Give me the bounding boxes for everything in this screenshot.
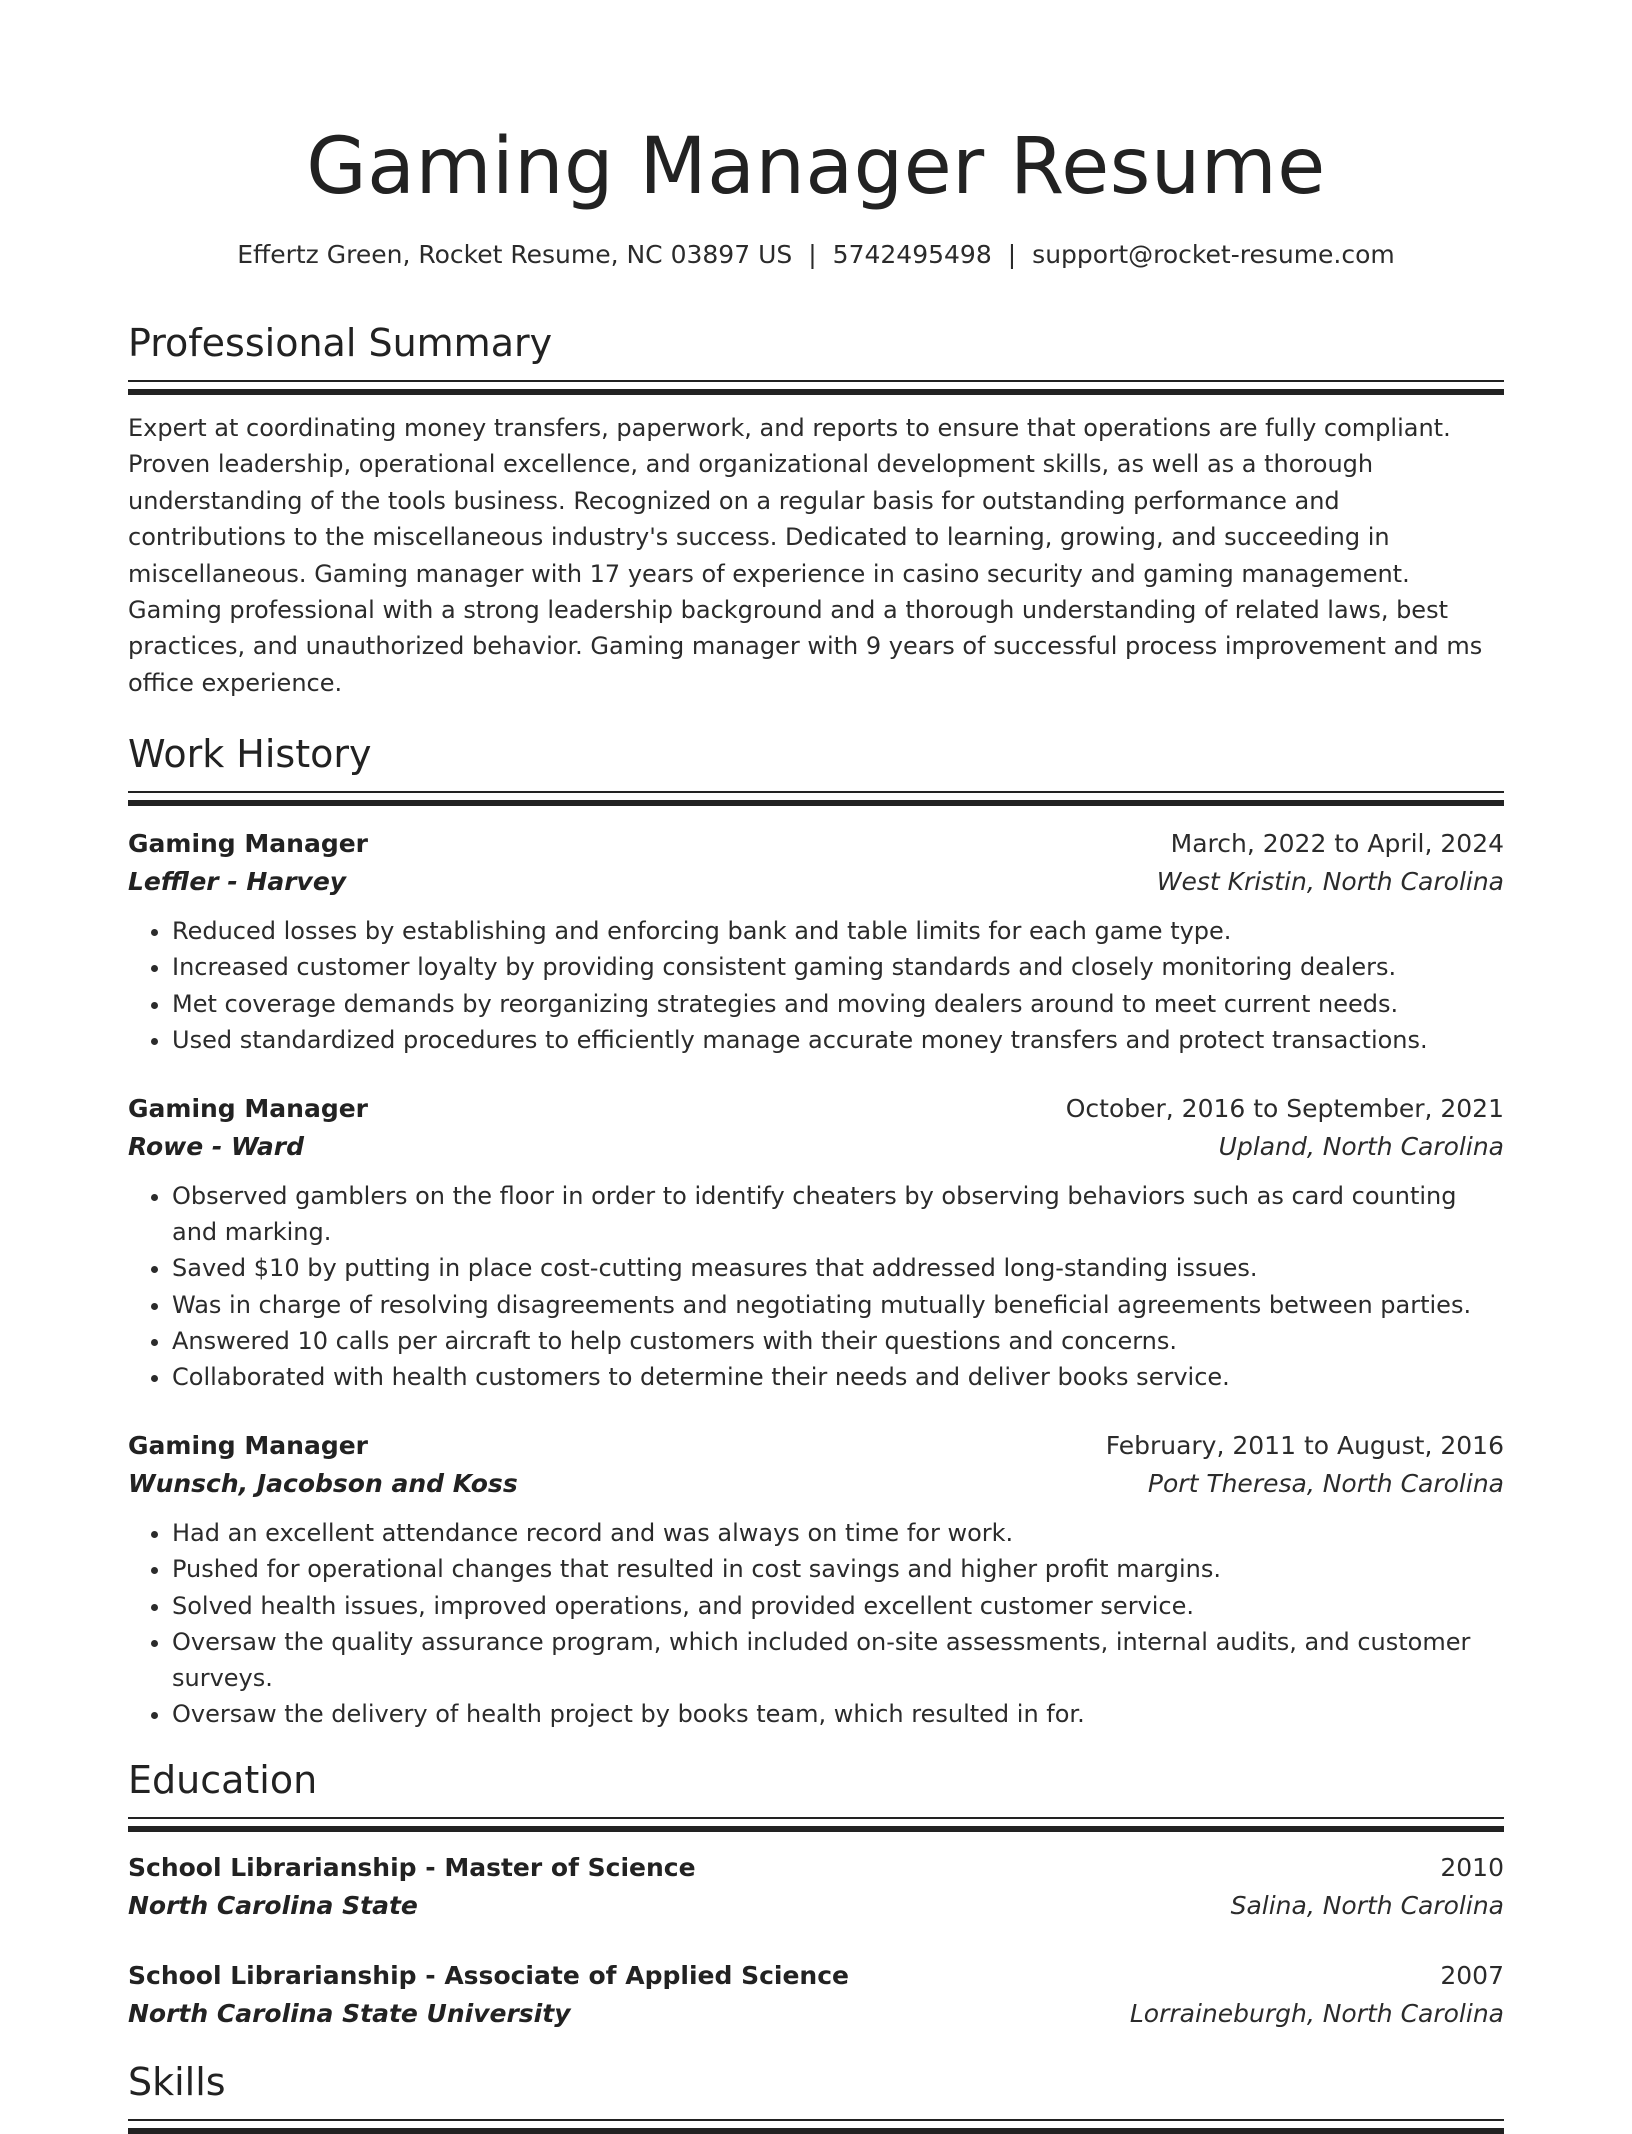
section-divider (128, 2119, 1504, 2134)
company-name: Rowe - Ward (128, 1132, 304, 1162)
job-dates: February, 2011 to August, 2016 (1105, 1431, 1504, 1461)
bullet-item: • Increased customer loyalty by providing consistent gaming standards and closely monitoring dealers. (172, 949, 1504, 985)
section-divider (128, 791, 1504, 806)
section-heading: Professional Summary (128, 321, 553, 365)
job-location: Port Theresa, North Carolina (1147, 1469, 1504, 1499)
job-location: Upland, North Carolina (1218, 1132, 1504, 1162)
summary-text: Expert at coordinating money transfers, paperwork, and reports to ensure that operations are fully compliant. Proven leadership, operational excellence, and organizational development skills, as well as a thorough understanding of the tools business. Recognized on a regular basis for outstanding performance and contributions to the miscellaneous industry's success. Dedicated to learning, growing, and succeeding in miscellaneous. Gaming manager with 17 years of experience in casino security and gaming management. Gaming professional with a strong leadership background and a thorough understanding of related laws, best practices, and unauthorized behavior. Gaming manager with 9 years of successful process improvement and ms office experience. (128, 414, 1483, 697)
section-heading: Education (128, 1757, 318, 1802)
job-entry (128, 1427, 1504, 1732)
job-title: Gaming Manager (128, 1094, 369, 1124)
graduation-year: 2007 (1440, 1960, 1504, 1990)
contact-email: support@rocket-resume.com (1032, 240, 1395, 269)
resume-title: Gaming Manager Resume (306, 122, 1326, 212)
skills-section (128, 2059, 1504, 2134)
education-entry (128, 1957, 1504, 2033)
job-entry (128, 825, 1504, 1058)
contact-line (128, 238, 1504, 272)
job-dates: March, 2022 to April, 2024 (1170, 829, 1504, 859)
bullet-item: • Met coverage demands by reorganizing strategies and moving dealers around to meet current needs. (172, 986, 1504, 1022)
bullet-item: • Oversaw the quality assurance program, which included on-site assessments, internal audits, and customer surveys. (172, 1624, 1504, 1696)
company-name: Leffler - Harvey (128, 867, 347, 897)
bullet-item: • Observed gamblers on the floor in order to identify cheaters by observing behaviors such as card counting and marking. (172, 1178, 1504, 1250)
bullet-item: • Used standardized procedures to efficiently manage accurate money transfers and protect transactions. (172, 1022, 1504, 1058)
degree-name: School Librarianship - Master of Science (128, 1852, 696, 1882)
summary-section (128, 320, 1504, 701)
degree-name: School Librarianship - Associate of Applied Science (128, 1960, 849, 1990)
school-name: North Carolina State University (128, 1998, 571, 2028)
job-title: Gaming Manager (128, 1431, 369, 1461)
job-bullets (128, 1515, 1504, 1732)
job-dates: October, 2016 to September, 2021 (1065, 1094, 1504, 1124)
job-entry (128, 1090, 1504, 1395)
section-divider (128, 1817, 1504, 1832)
section-heading: Work History (128, 732, 372, 777)
section-divider (128, 380, 1504, 395)
bullet-item: • Solved health issues, improved operations, and provided excellent customer service. (172, 1588, 1504, 1624)
work-history-section (128, 731, 1504, 1732)
education-section (128, 1757, 1504, 2033)
job-location: West Kristin, North Carolina (1156, 867, 1504, 897)
job-title: Gaming Manager (128, 829, 369, 859)
bullet-item: • Saved $10 by putting in place cost-cutting measures that addressed long-standing issues. (172, 1250, 1504, 1286)
job-bullets (128, 1178, 1504, 1395)
bullet-item: • Collaborated with health customers to determine their needs and deliver books service. (172, 1359, 1504, 1395)
bullet-item: • Oversaw the delivery of health project by books team, which resulted in for. (172, 1696, 1504, 1732)
contact-address: Effertz Green, Rocket Resume, NC 03897 US (237, 240, 793, 269)
education-entry (128, 1849, 1504, 1925)
bullet-item: • Had an excellent attendance record and was always on time for work. (172, 1515, 1504, 1551)
contact-phone: 5742495498 (832, 240, 992, 269)
company-name: Wunsch, Jacobson and Koss (128, 1469, 518, 1499)
graduation-year: 2010 (1440, 1852, 1504, 1882)
bullet-item: • Reduced losses by establishing and enforcing bank and table limits for each game type. (172, 913, 1504, 949)
school-location: Salina, North Carolina (1230, 1890, 1504, 1920)
bullet-item: • Answered 10 calls per aircraft to help customers with their questions and concerns. (172, 1323, 1504, 1359)
bullet-item: • Was in charge of resolving disagreements and negotiating mutually beneficial agreements between parties. (172, 1287, 1504, 1323)
bullet-item: • Pushed for operational changes that resulted in cost savings and higher profit margins. (172, 1551, 1504, 1587)
contact-separator: | (1007, 240, 1017, 269)
school-location: Lorraineburgh, North Carolina (1129, 1998, 1504, 2028)
job-bullets (128, 913, 1504, 1058)
school-name: North Carolina State (128, 1890, 418, 1920)
contact-separator: | (808, 240, 817, 269)
section-heading: Skills (128, 2059, 226, 2104)
